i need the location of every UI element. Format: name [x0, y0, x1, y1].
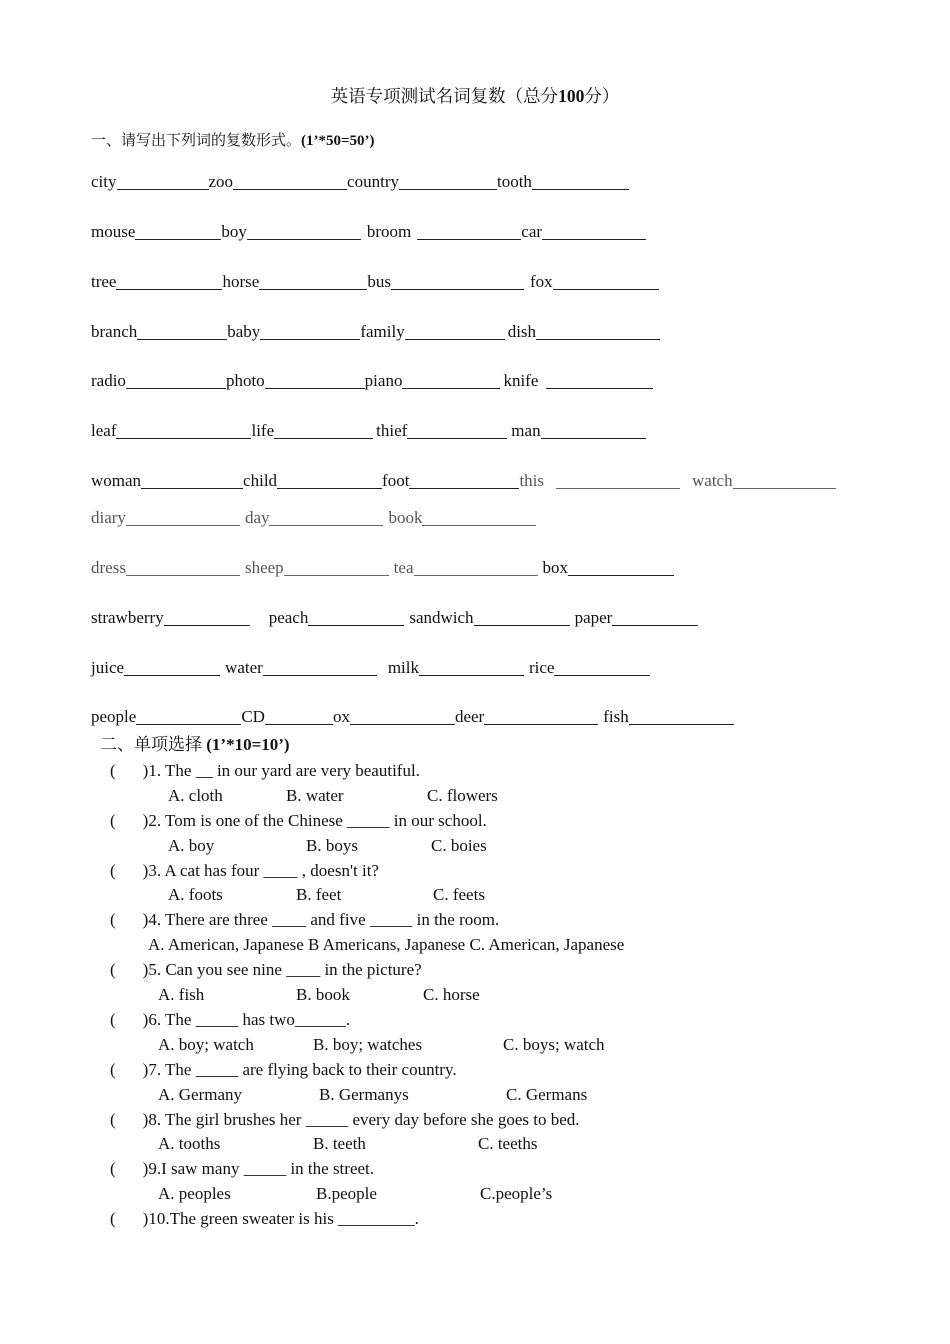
answer-blank[interactable] [247, 221, 361, 240]
answer-blank[interactable] [474, 607, 570, 626]
word: strawberry [91, 608, 164, 627]
answer-blank[interactable] [733, 470, 836, 489]
word: child [243, 471, 278, 490]
answer-blank[interactable] [233, 171, 347, 190]
option[interactable]: C. flowers [427, 786, 498, 805]
option[interactable]: C. feets [433, 885, 485, 904]
answer-blank[interactable] [269, 507, 383, 526]
word: woman [91, 471, 142, 490]
word-row [91, 470, 836, 489]
option[interactable]: A. cloth [168, 786, 223, 805]
answer-blank[interactable] [484, 706, 598, 725]
word-row [91, 171, 629, 190]
word: water [225, 658, 263, 677]
answer-blank[interactable] [422, 507, 536, 526]
word: ox [332, 707, 350, 726]
answer-blank[interactable] [136, 706, 241, 725]
word: box [542, 558, 568, 577]
option[interactable]: A. American, Japanese B Americans, Japanese C. American, Japanese [148, 935, 625, 954]
answer-blank[interactable] [260, 321, 360, 340]
answer-blank[interactable] [419, 657, 524, 676]
option[interactable]: C. boies [431, 836, 487, 855]
question-5: ( )5. Can you see nine ____ in the picture? [110, 960, 422, 979]
word: sandwich [409, 608, 474, 627]
answer-blank[interactable] [554, 657, 650, 676]
word-row [91, 221, 646, 240]
option[interactable]: A. fish [158, 985, 205, 1004]
word: horse [222, 272, 260, 291]
question-6: ( )6. The _____ has two______. [110, 1010, 351, 1029]
word: dress [91, 558, 126, 577]
word: deer [454, 707, 485, 726]
answer-blank[interactable] [117, 171, 209, 190]
answer-blank[interactable] [612, 607, 698, 626]
option[interactable]: A. boy [168, 836, 215, 855]
question-8: ( )8. The girl brushes her _____ every day before she goes to bed. [110, 1110, 580, 1129]
word: tree [91, 272, 117, 291]
option[interactable]: A. foots [168, 885, 223, 904]
answer-blank[interactable] [542, 221, 646, 240]
answer-blank[interactable] [350, 706, 455, 725]
option[interactable]: B. boy; watches [313, 1035, 423, 1054]
word: photo [225, 371, 265, 390]
option[interactable]: B.people [316, 1184, 377, 1203]
word: tooth [496, 172, 532, 191]
word: rice [528, 658, 555, 677]
answer-blank[interactable] [556, 470, 680, 489]
option[interactable]: B. book [296, 985, 350, 1004]
question-7: ( )7. The _____ are flying back to their country. [110, 1060, 457, 1079]
word: country [347, 172, 399, 191]
option[interactable]: B. teeth [313, 1134, 366, 1153]
word: baby [227, 322, 261, 341]
option[interactable]: B. boys [306, 836, 358, 855]
word-row [91, 370, 653, 389]
answer-blank[interactable] [391, 271, 524, 290]
answer-blank[interactable] [116, 271, 222, 290]
word: mouse [91, 222, 136, 241]
answer-blank[interactable] [126, 370, 226, 389]
answer-blank[interactable] [265, 370, 365, 389]
word: this [519, 471, 544, 490]
word: branch [91, 322, 138, 341]
question-10: ( )10.The green sweater is his _________. [110, 1209, 419, 1228]
answer-blank[interactable] [265, 706, 333, 725]
option[interactable]: C. teeths [478, 1134, 538, 1153]
word-row [91, 706, 734, 725]
word: day [244, 508, 270, 527]
word: fox [529, 272, 553, 291]
answer-blank[interactable] [137, 321, 227, 340]
answer-blank[interactable] [407, 420, 507, 439]
word: boy [221, 222, 247, 241]
word: thief [376, 421, 408, 440]
word-row [91, 321, 660, 340]
word: paper [574, 608, 613, 627]
answer-blank[interactable] [274, 420, 373, 439]
word: peach [268, 608, 309, 627]
word: man [511, 421, 541, 440]
word: dish [507, 322, 537, 341]
word: family [360, 322, 405, 341]
question-4: ( )4. There are three ____ and five _____ in the room. [110, 910, 500, 929]
answer-blank[interactable] [402, 370, 500, 389]
word: book [388, 508, 423, 527]
word: city [91, 172, 117, 191]
word-row [91, 607, 698, 626]
answer-blank[interactable] [116, 420, 251, 439]
word: broom [366, 222, 412, 241]
question-2: ( )2. Tom is one of the Chinese _____ in our school. [110, 811, 487, 830]
word-row [91, 507, 536, 526]
answer-blank[interactable] [532, 171, 629, 190]
word: radio [91, 371, 126, 390]
option[interactable]: C. boys; watch [503, 1035, 605, 1054]
answer-blank[interactable] [536, 321, 660, 340]
option[interactable]: B. feet [296, 885, 342, 904]
answer-blank[interactable] [135, 221, 221, 240]
option[interactable]: C. horse [423, 985, 480, 1004]
word: people [91, 707, 137, 726]
word: car [521, 222, 543, 241]
word: life [251, 421, 275, 440]
option[interactable]: C.people’s [480, 1184, 553, 1203]
word-row [91, 657, 650, 676]
answer-blank[interactable] [126, 557, 240, 576]
page-title: 英语专项测试名词复数（总分100分） [330, 86, 620, 106]
answer-blank[interactable] [553, 271, 659, 290]
answer-blank[interactable] [405, 321, 505, 340]
answer-blank[interactable] [126, 507, 240, 526]
answer-blank[interactable] [141, 470, 243, 489]
option[interactable]: A. peoples [158, 1184, 231, 1203]
answer-blank[interactable] [124, 657, 220, 676]
answer-blank[interactable] [284, 557, 389, 576]
answer-blank[interactable] [417, 221, 521, 240]
word: diary [91, 508, 126, 527]
word: juice [91, 658, 125, 677]
word: foot [382, 471, 410, 490]
question-1: ( )1. The __ in our yard are very beautiful. [110, 761, 420, 780]
word: watch [692, 471, 733, 490]
word: tea [393, 558, 414, 577]
word: milk [387, 658, 419, 677]
answer-blank[interactable] [546, 370, 653, 389]
option[interactable]: A. boy; watch [158, 1035, 254, 1054]
answer-blank[interactable] [541, 420, 646, 439]
answer-blank[interactable] [259, 271, 367, 290]
word: sheep [244, 558, 284, 577]
word: CD [241, 707, 265, 726]
question-9: ( )9.I saw many _____ in the street. [110, 1159, 375, 1178]
option[interactable]: C. Germans [506, 1085, 588, 1104]
word: bus [367, 272, 391, 291]
answer-blank[interactable] [629, 706, 734, 725]
answer-blank[interactable] [568, 557, 674, 576]
word: zoo [208, 172, 234, 191]
word: piano [364, 371, 403, 390]
answer-blank[interactable] [263, 657, 377, 676]
option[interactable]: B. water [286, 786, 344, 805]
answer-blank[interactable] [414, 557, 538, 576]
word-row [91, 557, 674, 576]
answer-blank[interactable] [277, 470, 382, 489]
section2-heading: 二、单项选择 (1’*10=10’) [100, 735, 290, 754]
option[interactable]: A. tooths [158, 1134, 221, 1153]
option[interactable]: A. Germany [158, 1085, 243, 1104]
answer-blank[interactable] [164, 607, 250, 626]
option[interactable]: B. Germanys [319, 1085, 409, 1104]
question-3: ( )3. A cat has four ____ , doesn't it? [110, 861, 379, 880]
word-row [91, 420, 646, 439]
word-row [91, 271, 659, 290]
section1-heading: 一、请写出下列词的复数形式。(1’*50=50’) [91, 133, 375, 149]
answer-blank[interactable] [399, 171, 497, 190]
word: knife [503, 371, 539, 390]
answer-blank[interactable] [308, 607, 404, 626]
answer-blank[interactable] [409, 470, 519, 489]
word: leaf [91, 421, 117, 440]
word: fish [603, 707, 629, 726]
